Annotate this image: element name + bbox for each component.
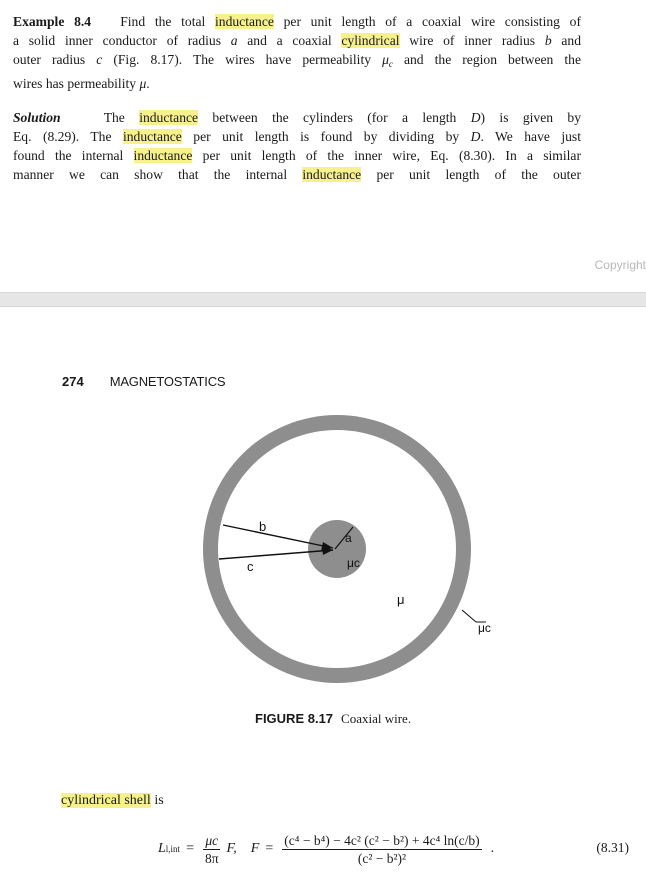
page-number: 274	[62, 374, 84, 389]
solution-line-2: Eq. (8.29). The inductance per unit length is found by dividing by D. We have just	[13, 129, 581, 144]
eq-fraction	[282, 832, 481, 867]
eq-lhs: L	[158, 841, 166, 856]
example-line-1: Example 8.4 Find the total inductance per unit length of a coaxial wire consisting of	[13, 14, 581, 29]
highlight-inductance: inductance	[133, 148, 193, 163]
highlight-inductance: inductance	[302, 167, 362, 182]
shell-sentence: cylindrical shell is	[61, 793, 164, 808]
highlight-inductance: inductance	[139, 110, 199, 125]
running-title: MAGNETOSTATICS	[109, 374, 226, 389]
label-mu-c-outer: μc	[478, 621, 491, 635]
figure-caption	[255, 711, 411, 727]
label-mu-c-inner: μc	[347, 556, 360, 570]
example-line-3: outer radius c (Fig. 8.17). The wires have permeability $\mu_c$ and the region between the	[13, 52, 581, 69]
label-c: c	[247, 559, 254, 574]
figure-caption-text: Coaxial wire.	[341, 711, 412, 726]
highlight-cylindrical-shell: cylindrical shell	[61, 793, 151, 808]
copyright-watermark: Copyright	[594, 258, 646, 272]
highlight-inductance: inductance	[122, 129, 182, 144]
solution-line-1: Solution The inductance between the cylinders (for a length D) is given by	[13, 110, 581, 125]
eq-coefficient: $\frac{\mu c}{8\pi}$	[204, 832, 219, 866]
solution-line-3: found the internal inductance per unit length of the inner wire, Eq. (8.30). In a similar	[13, 148, 581, 163]
example-line-4: wires has permeability μ.	[13, 76, 150, 91]
eq-denominator: (c² − b²)²	[357, 850, 407, 866]
solution-label: Solution	[13, 110, 61, 125]
example-line-2: a solid inner conductor of radius a and a coaxial cylindrical wire of inner radius b and	[13, 33, 581, 48]
eq-lhs-sub: l,int	[165, 844, 181, 854]
highlight-inductance: inductance	[215, 14, 274, 29]
eq-numerator: (c⁴ − b⁴) − 4c² (c² − b²) + 4c⁴ ln(c/b)	[284, 832, 480, 848]
equation-number: (8.31)	[596, 840, 629, 855]
label-a: a	[345, 531, 352, 545]
label-b: b	[259, 519, 267, 534]
label-mu: μ	[397, 592, 405, 607]
figure-number: FIGURE 8.17	[255, 711, 334, 726]
equation-8-31	[0, 824, 646, 874]
equation-body: L l,int = $\frac{\mu c}{8\pi}$ F, F = $\frac{\text{(c⁴ − b⁴) − 4c² (c² − b²) + 4c⁴ ln(c/b)}}{\text{(c² − b²)²}}$ .	[158, 832, 495, 866]
example-label: Example 8.4	[13, 14, 92, 29]
solution-line-4: manner we can show that the internal inductance per unit length of the outer	[13, 167, 581, 182]
highlight-cylindrical: cylindrical	[341, 33, 400, 48]
